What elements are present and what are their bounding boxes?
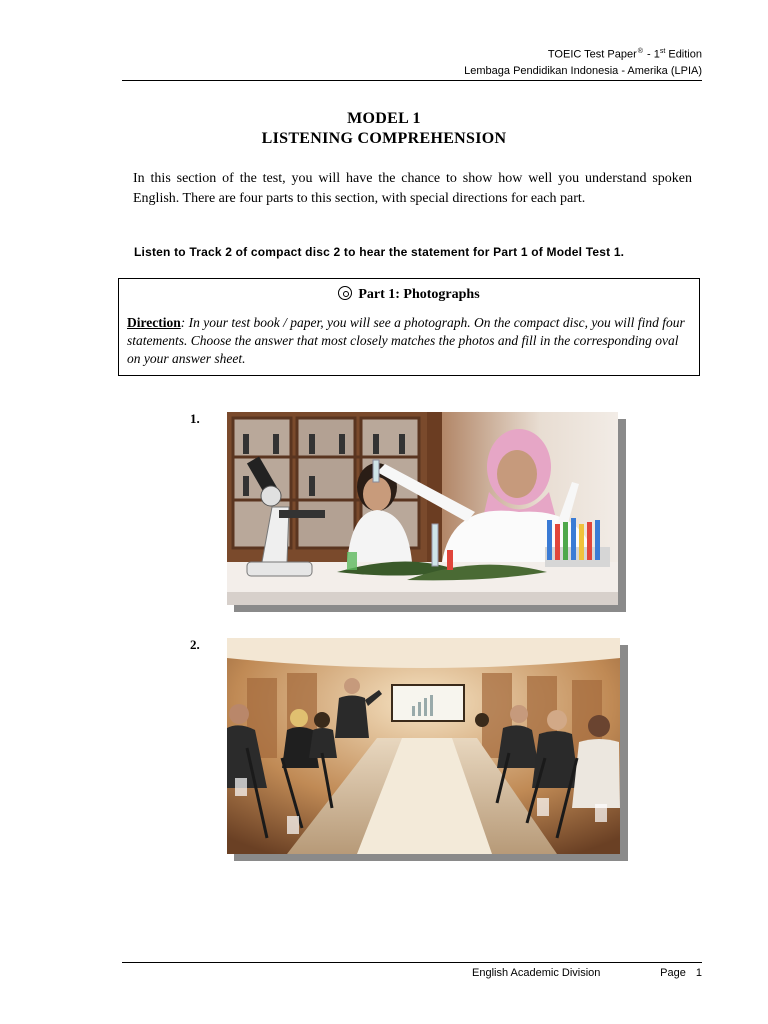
footer-rule (122, 962, 702, 963)
direction-label: Direction (127, 315, 181, 330)
header-title: TOEIC Test Paper (547, 48, 637, 61)
part-title-row (119, 286, 699, 303)
direction-text: Direction: In your test book / paper, you will see a photograph. On the compact disc, you will find four statements. Choose the answer that most closely matches the photos and fill in the corresponding oval on your answer sheet. (127, 315, 685, 366)
laboratory-photo (227, 412, 618, 605)
part-1-direction-box (118, 278, 700, 376)
header-rule (122, 80, 702, 81)
conference-room-photo (227, 638, 620, 854)
question-number-1: 1. (190, 411, 200, 426)
page-number: 1 (695, 967, 702, 979)
question-number-2: 2. (190, 637, 200, 652)
section-title: LISTENING COMPREHENSION (261, 130, 507, 147)
intro-paragraph: In this section of the test, you will have the chance to show how well you understand spoken English. There are four parts to this section, with special directions for each part. (133, 171, 692, 206)
header-institution: Lembaga Pendidikan Indonesia - Amerika (LPIA) (464, 65, 702, 77)
compact-disc-icon (338, 286, 352, 300)
model-title: MODEL 1 (347, 110, 421, 127)
part-title: Part 1: Photographs (358, 287, 480, 302)
footer-page (650, 967, 702, 979)
footer-division: English Academic Division (472, 967, 601, 979)
listen-instruction: Listen to Track 2 of compact disc 2 to hear the statement for Part 1 of Model Test 1. (134, 245, 625, 259)
page-label: Page (660, 967, 686, 979)
header-edition: TOEIC Test Paper® - 1st Edition (547, 48, 702, 61)
registered-mark: ® (637, 48, 643, 55)
